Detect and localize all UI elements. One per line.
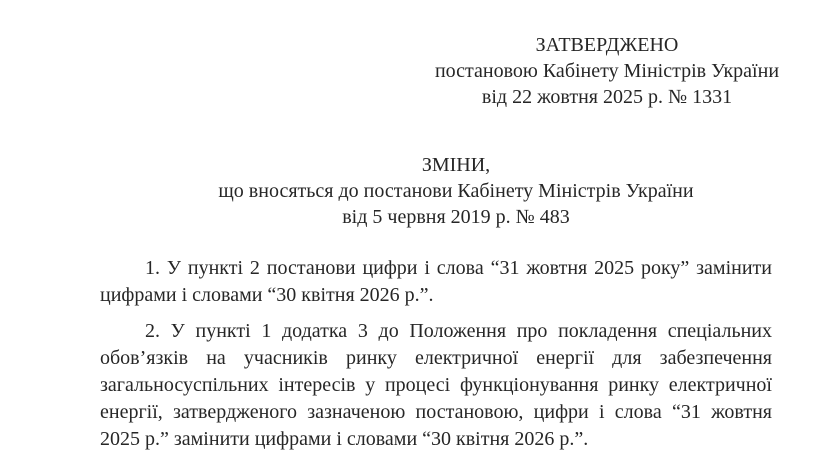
approval-heading: ЗАТВЕРДЖЕНО — [535, 34, 679, 56]
approval-date-number: від 22 жовтня 2025 р. № 1331 — [481, 86, 733, 108]
text-line: обов’язків на учасників ринку електричної енергії для забезпечення — [100, 347, 772, 369]
document-subtitle: що вносяться до постанови Кабінету Міністрів України — [218, 180, 694, 202]
paragraph-1 — [100, 255, 772, 309]
approval-stamp-block — [418, 32, 796, 110]
document-title-block — [120, 152, 792, 230]
paragraph-2 — [100, 318, 772, 453]
document-body — [100, 255, 772, 453]
text-line: цифрами і словами “30 квітня 2026 р.”. — [100, 284, 434, 306]
text-line: 2025 р.” замінити цифрами і словами “30 квітня 2026 р.”. — [100, 428, 589, 450]
text-line: 1. У пункті 2 постанови цифри і слова “31 жовтня 2025 року” замінити — [145, 257, 772, 279]
approval-authority: постановою Кабінету Міністрів України — [434, 60, 780, 82]
text-line: 2. У пункті 1 додатка 3 до Положення про покладення спеціальних — [145, 320, 772, 342]
document-reference: від 5 червня 2019 р. № 483 — [342, 206, 570, 228]
text-line: енергії, затвердженого зазначеною постановою, цифри і слова “31 жовтня — [100, 401, 772, 423]
document-title: ЗМІНИ, — [421, 154, 491, 176]
text-line: загальносуспільних інтересів у процесі функціонування ринку електричної — [100, 374, 772, 396]
